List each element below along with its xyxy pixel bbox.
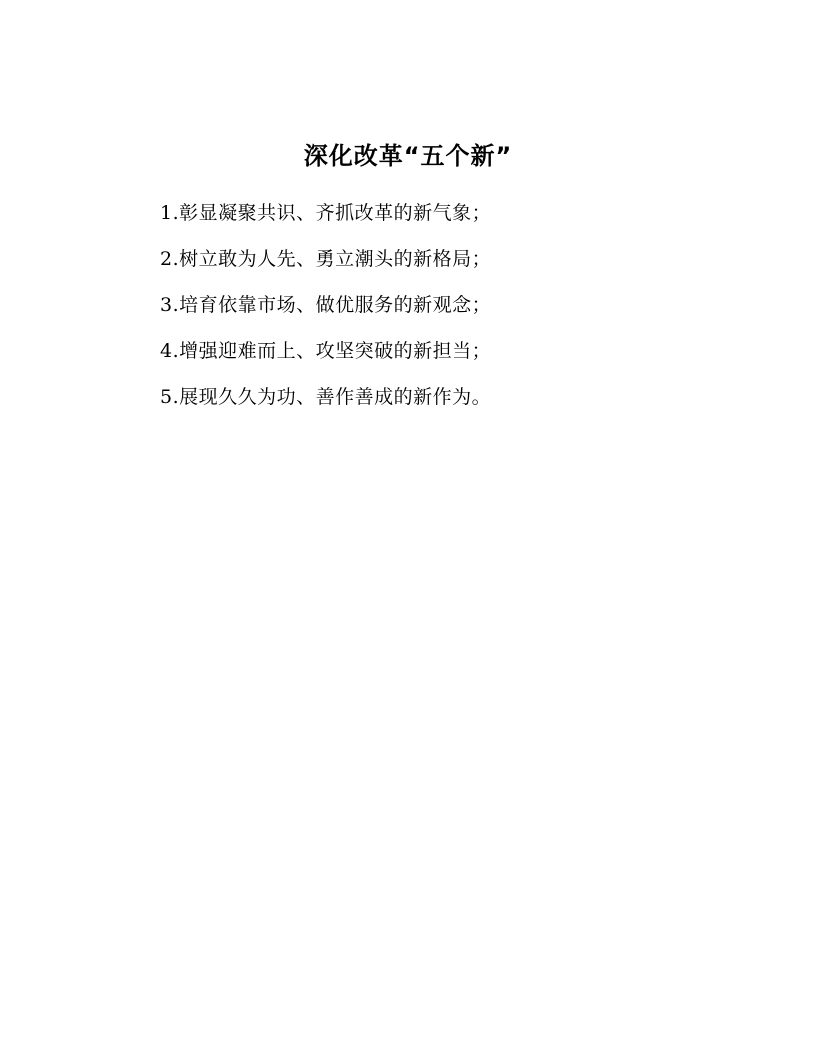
list-item: 5.展现久久为功、善作善成的新作为。 [160, 386, 492, 408]
list-item: 4.增强迎难而上、攻坚突破的新担当； [160, 340, 492, 362]
page-title: 深化改革“五个新” [303, 142, 513, 170]
document-body-list [160, 190, 680, 420]
list-item: 1.彰显凝聚共识、齐抓改革的新气象； [160, 202, 492, 224]
list-item: 2.树立敢为人先、勇立潮头的新格局； [160, 248, 492, 270]
list-item: 3.培育依靠市场、做优服务的新观念； [160, 294, 492, 316]
